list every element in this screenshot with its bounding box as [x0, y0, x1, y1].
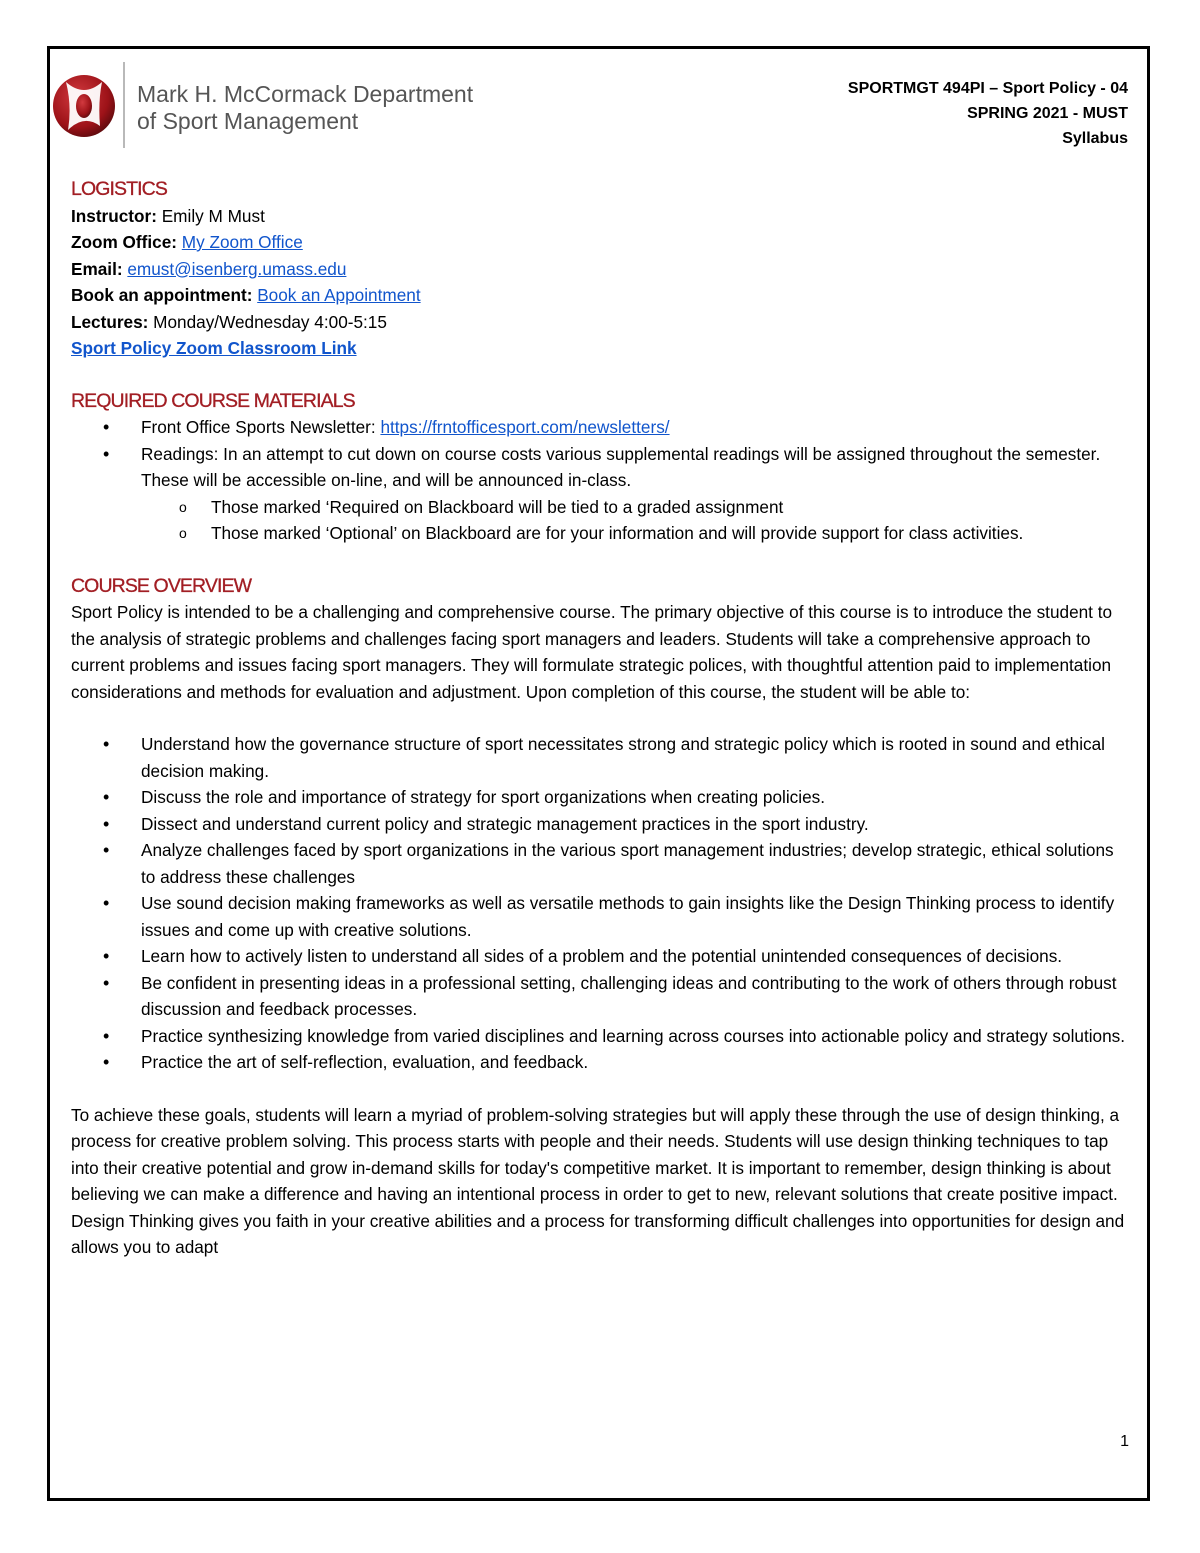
logo-divider	[123, 62, 125, 148]
syllabus-content	[71, 176, 1131, 1261]
newsletter-link[interactable]: https://frntofficesport.com/newsletters/	[380, 417, 670, 437]
classroom-row	[71, 335, 1131, 362]
readings-sublist	[141, 494, 1131, 547]
overview-heading: COURSE OVERVIEW	[71, 574, 252, 597]
course-header	[848, 76, 1128, 151]
appointment-label: Book an appointment:	[71, 285, 253, 305]
email-row	[71, 256, 1131, 283]
list-item: o Those marked ‘Required on Blackboard will be tied to a graded assignment	[71, 494, 1131, 521]
logistics-heading: LOGISTICS	[71, 178, 167, 200]
zoom-office-link[interactable]: My Zoom Office	[181, 232, 303, 252]
dept-line-2: of Sport Management	[137, 108, 359, 134]
instructor-label: Instructor:	[71, 205, 157, 226]
email-link[interactable]: emust@isenberg.umass.edu	[127, 258, 347, 279]
list-item: • Practice the art of self-reflection, evaluation, and feedback.	[71, 1049, 1131, 1076]
list-item: • Practice synthesizing knowledge from varied disciplines and learning across courses into actionable policy and strategy solutions.	[71, 1023, 1131, 1050]
zoom-label: Zoom Office:	[71, 232, 177, 252]
objectives-list	[71, 731, 1131, 1076]
classroom-link[interactable]: Sport Policy Zoom Classroom Link	[71, 338, 357, 358]
instructor-row	[71, 203, 1131, 230]
course-line: SPORTMGT 494PI – Sport Policy - 04	[847, 80, 1128, 97]
list-item: • Dissect and understand current policy and strategic management practices in the sport industry.	[71, 811, 1131, 838]
list-item: o Those marked ‘Optional’ on Blackboard are for your information and will provide support for class activities.	[71, 520, 1131, 547]
email-label: Email:	[71, 258, 123, 279]
list-item: • Understand how the governance structure of sport necessitates strong and strategic policy which is rooted in sound and ethical decision making.	[71, 731, 1131, 784]
lectures-label: Lectures:	[71, 311, 149, 332]
appointment-row	[71, 282, 1131, 309]
term-line: SPRING 2021 - MUST	[967, 105, 1128, 122]
page-number: 1	[1120, 1433, 1129, 1450]
department-name	[137, 81, 473, 135]
newsletter-text: Front Office Sports Newsletter:	[141, 417, 381, 437]
list-item	[71, 441, 1131, 547]
dept-line-1: Mark H. McCormack Department	[137, 81, 474, 107]
list-item: • Discuss the role and importance of strategy for sport organizations when creating policies.	[71, 784, 1131, 811]
overview-intro: Sport Policy is intended to be a challenging and comprehensive course. The primary objective of this course is to introduce the student to the analysis of strategic problems and challenges facing sport managers and leaders. Students will take a comprehensive approach to current problems and issues facing sport managers. They will formulate strategic polices, with thoughtful attention paid to implementation considerations and methods for evaluation and adjustment. Upon completion of this course, the student will be able to:	[71, 602, 1113, 702]
doc-type: Syllabus	[1062, 130, 1128, 147]
list-item: • Analyze challenges faced by sport organizations in the various sport management industries; develop strategic, ethical solutions to address these challenges	[71, 837, 1131, 890]
list-item: • Use sound decision making frameworks as well as versatile methods to gain insights like the Design Thinking process to identify issues and come up with creative solutions.	[71, 890, 1131, 943]
materials-heading: REQUIRED COURSE MATERIALS	[71, 389, 355, 412]
materials-list	[71, 414, 1131, 547]
lectures-value: Monday/Wednesday 4:00-5:15	[148, 311, 387, 332]
list-item: • Be confident in presenting ideas in a professional setting, challenging ideas and contributing to the work of others through robust discussion and feedback processes.	[71, 970, 1131, 1023]
lectures-row	[71, 309, 1131, 336]
appointment-link[interactable]: Book an Appointment	[257, 285, 421, 305]
list-item	[71, 414, 1131, 441]
overview-closing: To achieve these goals, students will learn a myriad of problem-solving strategies but will apply these through the use of design thinking, a process for creative problem solving. This process starts with people and their needs. Students will use design thinking techniques to tap into their creative potential and grow in-demand skills for today's competitive market. It is important to remember, design thinking is about believing we can make a difference and having an intentional process in order to get to new, relevant solutions that create positive impact. Design Thinking gives you faith in your creative abilities and a process for transforming difficult challenges into opportunities for design and allows you to adapt	[71, 1104, 1125, 1257]
readings-text: Readings: In an attempt to cut down on course costs various supplemental readings will be assigned throughout the semester. These will be accessible on-line, and will be announced in-class.	[141, 443, 1101, 490]
list-item: • Learn how to actively listen to understand all sides of a problem and the potential unintended consequences of decisions.	[71, 943, 1131, 970]
instructor-value: Emily M Must	[156, 205, 265, 226]
zoom-row	[71, 229, 1131, 256]
